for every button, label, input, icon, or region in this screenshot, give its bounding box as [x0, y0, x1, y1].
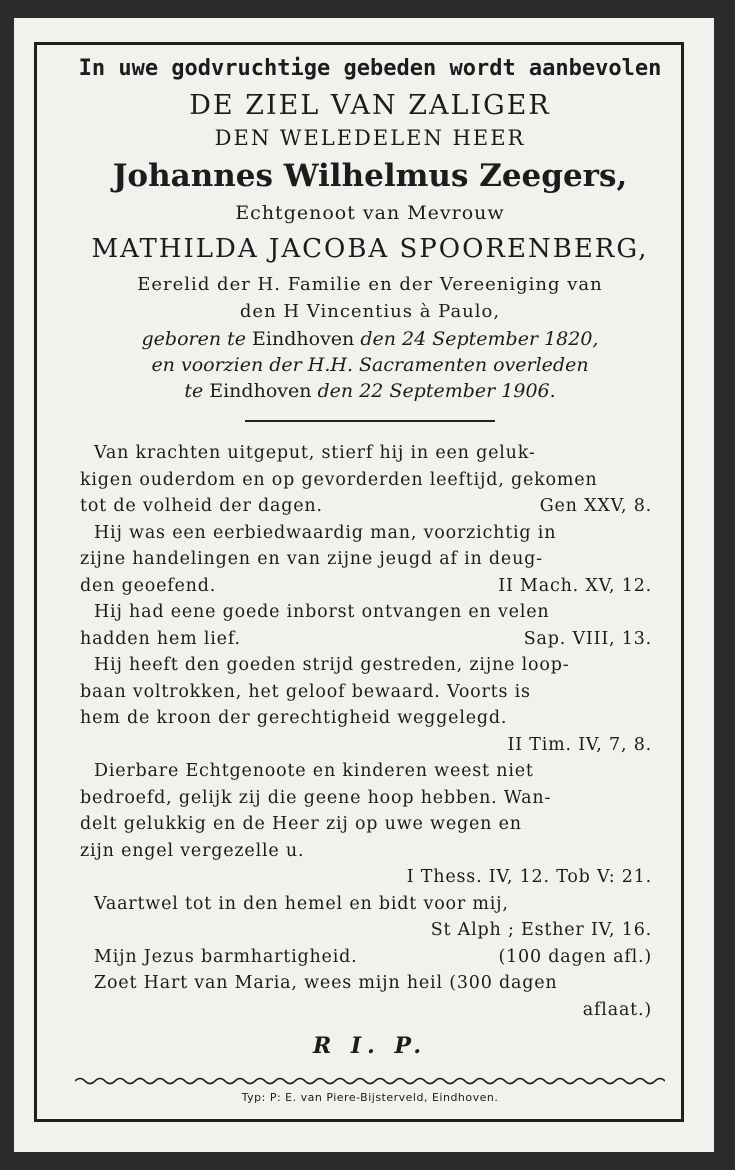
scripture-text [80, 440, 662, 1023]
text-line: Vaartwel tot in den hemel en bidt voor mij, [94, 893, 509, 914]
spouse-intro: Echtgenoot van Mevrouw [235, 202, 505, 224]
text-line: bedroefd, gelijk zij die geene hoop hebben. Wan- [80, 787, 552, 808]
text-line: hem de kroon der gerechtigheid weggelegd. [80, 708, 508, 728]
membership-line-1: Eerelid der H. Familie en der Vereeniging van [137, 274, 603, 295]
soul-line: DE ZIEL VAN ZALIGER [189, 90, 551, 121]
text-line: Dierbare Echtgenoote en kinderen weest niet [94, 761, 534, 781]
scripture-reference: II Mach. XV, 12. [498, 575, 652, 596]
card-content [70, 54, 670, 1104]
indulgence-note: aflaat.) [582, 999, 652, 1020]
text-line: tot de volheid der dagen. Gen XXV, 8. [80, 493, 662, 520]
rip-text: R I. P. [312, 1033, 428, 1059]
text-line [80, 917, 662, 944]
membership-line-2: den H Vincentius à Paulo, [239, 301, 501, 322]
text-line [80, 864, 662, 891]
scripture-reference: Gen XXV, 8. [539, 496, 652, 516]
text-line: zijne handelingen en van zijne jeugd af in deug- [80, 549, 543, 569]
text-line: zijn engel vergezelle u. [80, 840, 305, 861]
scripture-reference: St Alph ; Esther IV, 16. [430, 920, 652, 940]
text-line: baan voltrokken, het geloof bewaard. Voorts is [80, 681, 531, 702]
text-line: Van krachten uitgeput, stierf hij in een geluk- [94, 443, 536, 463]
text-line [80, 997, 662, 1024]
text-line: Zoet Hart van Maria, wees mijn heil (300 dagen [94, 973, 558, 993]
birth-line: geboren te Eindhoven den 24 September 1820, [141, 328, 599, 350]
sacrament-line: en voorzien der H.H. Sacramenten overleden [151, 354, 589, 376]
text-line: den geoefend. II Mach. XV, 12. [80, 573, 662, 600]
prayer-heading: In uwe godvruchtige gebeden wordt aanbevolen [78, 56, 662, 81]
indulgence-note: (100 dagen afl.) [498, 946, 652, 967]
text-line [80, 732, 662, 759]
text-line: delt gelukkig en de Heer zij op uwe wegen en [80, 814, 522, 834]
wavy-divider [75, 1075, 665, 1087]
printer-credit: Typ: P: E. van Piere-Bijsterveld, Eindhoven. [241, 1091, 499, 1104]
scripture-reference: I Thess. IV, 12. Tob V: 21. [406, 867, 652, 887]
text-line: hadden hem lief. Sap. VIII, 13. [80, 626, 662, 653]
text-line: Mijn Jezus barmhartigheid. (100 dagen afl.) [80, 944, 662, 971]
text-line: Hij heeft den goeden strijd gestreden, zijne loop- [94, 655, 570, 675]
deceased-name: Johannes Wilhelmus Zeegers, [112, 158, 628, 194]
scripture-reference: II Tim. IV, 7, 8. [507, 734, 652, 755]
death-line: te Eindhoven den 22 September 1906. [184, 380, 556, 402]
spouse-name: MATHILDA JACOBA SPOORENBERG, [91, 234, 649, 264]
text-line: Hij was een eerbiedwaardig man, voorzichtig in [94, 522, 557, 543]
title-line: DEN WELEDELEN HEER [214, 126, 526, 150]
scripture-reference: Sap. VIII, 13. [523, 628, 652, 649]
text-line: Hij had eene goede inborst ontvangen en velen [94, 602, 550, 622]
separator-line [245, 420, 495, 422]
text-line: kigen ouderdom en op gevorderden leeftijd, gekomen [80, 469, 598, 490]
